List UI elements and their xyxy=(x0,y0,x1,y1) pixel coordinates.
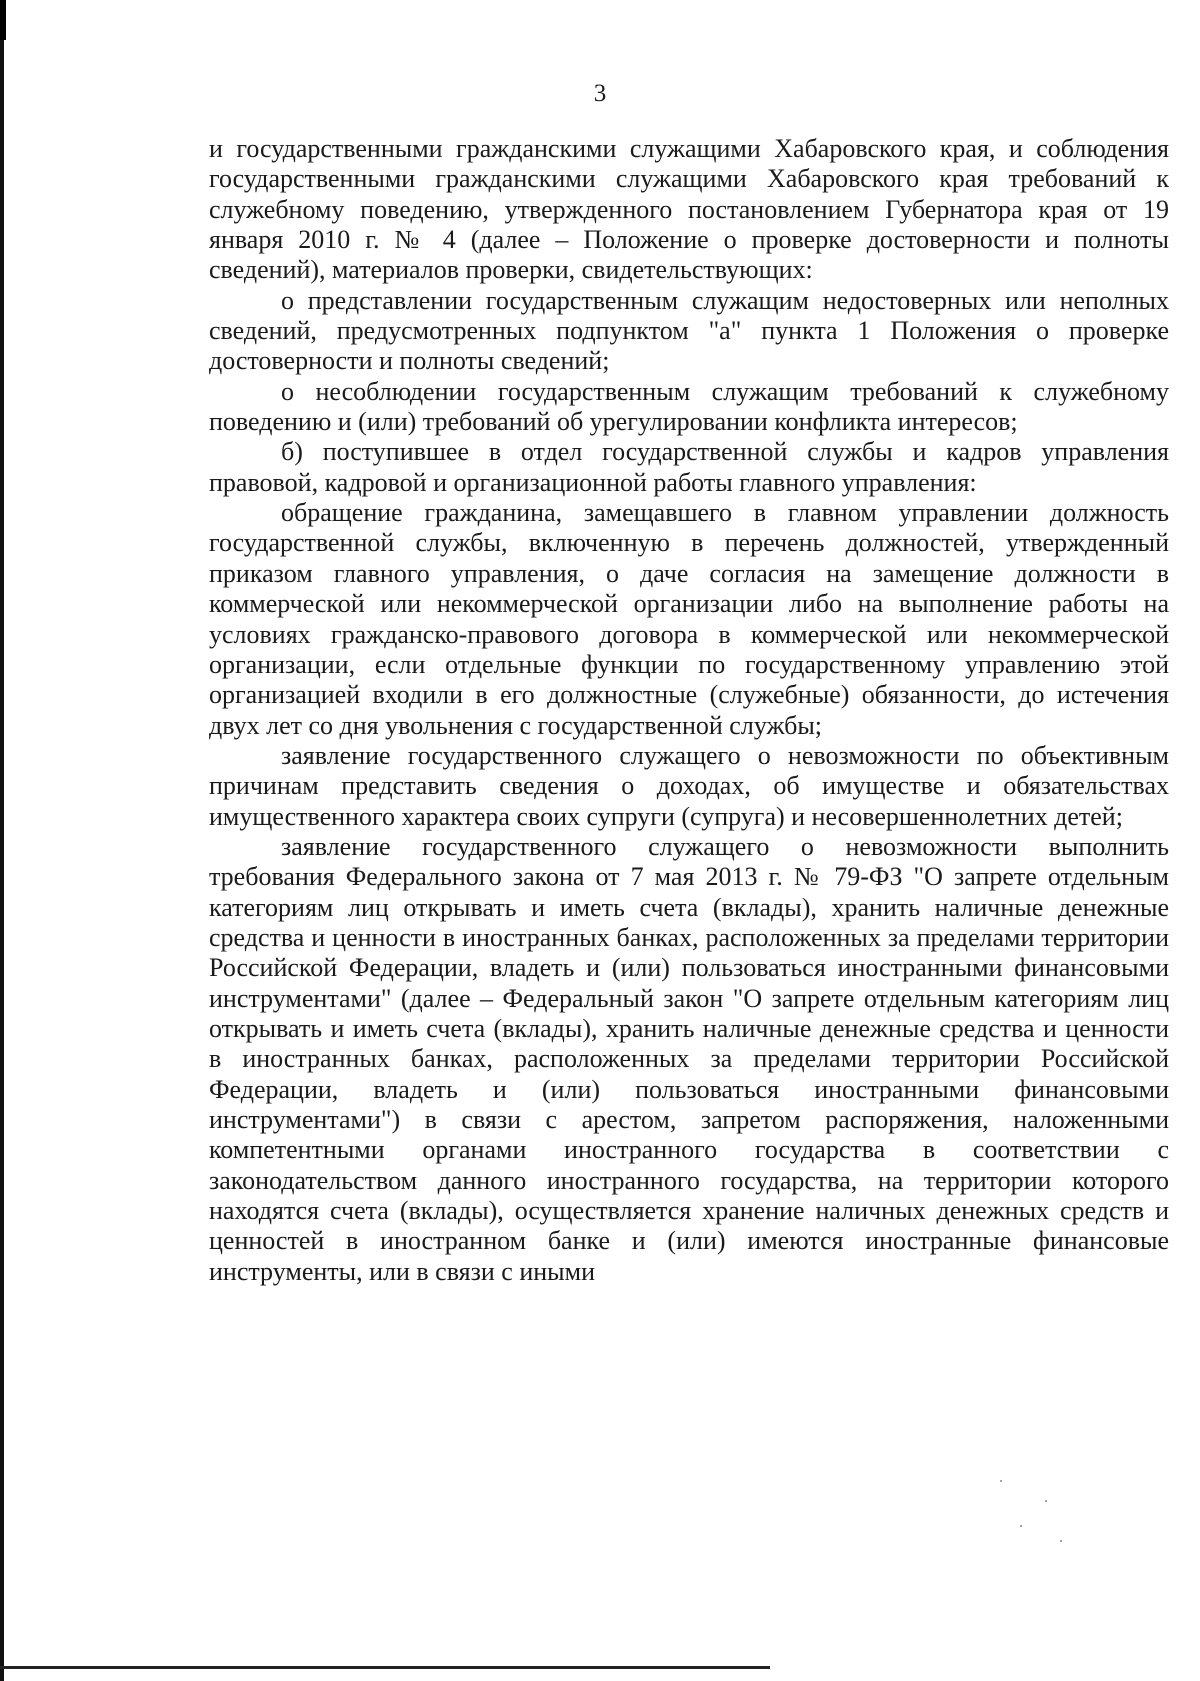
paragraph-continuation: и государственными гражданскими служащими Хабаровского края, и соблюдения государственными гражданскими служащими Хабаровского края требований к служебному поведению, утвержденного постановлением Губернатора края от 19 января 2010 г. № 4 (далее – Положение о проверке достоверности и полноты сведений), материалов проверки, свидетельствующих: xyxy=(209,134,1169,285)
paragraph-item-false-info: о представлении государственным служащим недостоверных или неполных сведений, предусмотренных подпунктом "а" пункта 1 Положения о проверке достоверности и полноты сведений; xyxy=(209,285,1169,376)
paragraph-foreign-accounts: заявление государственного служащего о невозможности выполнить требования Федерального закона от 7 мая 2013 г. № 79-ФЗ "О запрете отдельным категориям лиц открывать и иметь счета (вклады), хранить наличные денежные средства и ценности в иностранных банках, расположенных за пределами территории Российской Федерации, владеть и (или) пользоваться иностранными финансовыми инструментами" (далее – Федеральный закон "О запрете отдельным категориям лиц открывать и иметь счета (вклады), хранить наличные денежные средства и ценности в иностранных банках, расположенных за пределами территории Российской Федерации, владеть и (или) пользоваться иностранными финансовыми инструментами") в связи с арестом, запретом распоряжения, наложенными компетентными органами иностранного государства в соответствии с законодательством данного иностранного государства, на территории которого находятся счета (вклады), осуществляется хранение наличных денежных средств и ценностей в иностранном банке и (или) имеются иностранные финансовые инструменты, или в связи с иными xyxy=(209,831,1169,1286)
paragraph-item-noncompliance: о несоблюдении государственным служащим требований к служебному поведению и (или) требований об урегулировании конфликта интересов; xyxy=(209,376,1169,437)
scan-bottom-edge xyxy=(0,1666,770,1669)
scan-speck xyxy=(1000,1480,1002,1482)
scan-speck xyxy=(1060,1540,1062,1542)
page-number: 3 xyxy=(593,80,607,107)
scan-speck xyxy=(1020,1525,1022,1527)
scan-speck xyxy=(1045,1500,1047,1502)
paragraph-income-statement: заявление государственного служащего о невозможности по объективным причинам представить сведения о доходах, об имуществе и обязательствах имущественного характера своих супруги (супруга) и несовершеннолетних детей; xyxy=(209,740,1169,831)
document-body xyxy=(209,134,1169,1287)
paragraph-item-b: б) поступившее в отдел государственной службы и кадров управления правовой, кадровой и организационной работы главного управления: xyxy=(209,437,1169,497)
scan-left-edge xyxy=(0,0,4,1681)
scan-top-mark xyxy=(0,0,6,40)
paragraph-citizen-appeal: обращение гражданина, замещавшего в главном управлении должность государственной службы, включенную в перечень должностей, утвержденный приказом главного управления, о даче согласия на замещение должности в коммерческой или некоммерческой организации либо на выполнение работы на условиях гражданско-правового договора в коммерческой или некоммерческой организации, если отдельные функции по государственному управлению этой организацией входили в его должностные (служебные) обязанности, до истечения двух лет со дня увольнения с государственной службы; xyxy=(209,498,1169,740)
